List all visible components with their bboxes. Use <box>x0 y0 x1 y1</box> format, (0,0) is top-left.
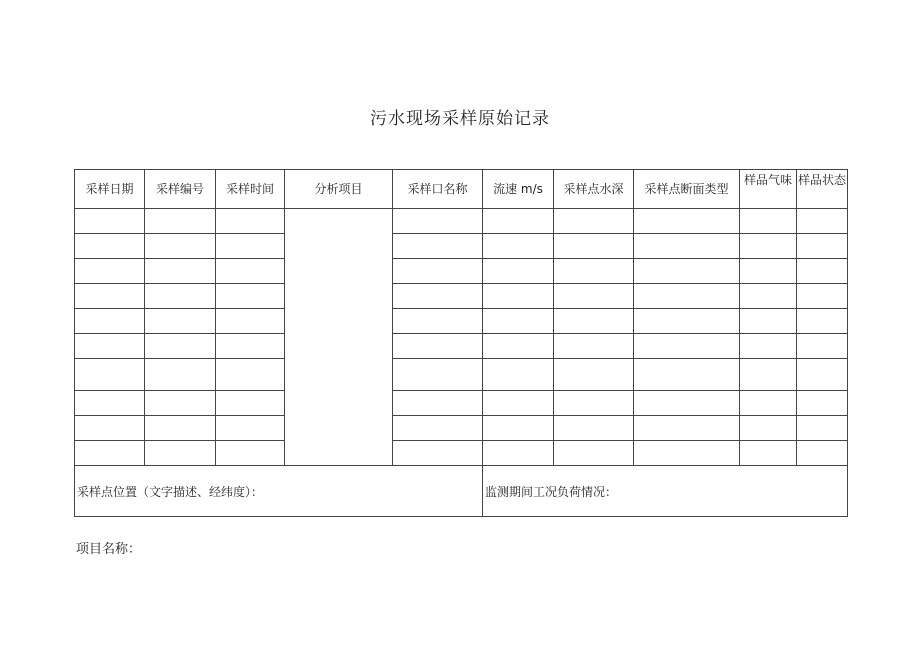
footer-row <box>75 466 848 517</box>
table-cell[interactable] <box>145 416 216 441</box>
project-name-label: 项目名称： <box>76 542 142 557</box>
table-cell[interactable] <box>216 234 285 259</box>
header-sample-odor: 样品气味 <box>740 170 797 209</box>
table-cell[interactable] <box>216 284 285 309</box>
table-cell[interactable] <box>216 359 285 391</box>
table-cell[interactable] <box>797 441 848 466</box>
table-cell[interactable] <box>145 209 216 234</box>
table-cell[interactable] <box>634 259 740 284</box>
table-cell[interactable] <box>740 359 797 391</box>
operating-load-field[interactable]: 监测期间工况负荷情况： <box>483 466 848 517</box>
table-row <box>75 391 848 416</box>
table-row <box>75 209 848 234</box>
table-cell[interactable] <box>216 416 285 441</box>
table-cell[interactable] <box>483 359 554 391</box>
table-cell[interactable] <box>797 359 848 391</box>
table-cell[interactable] <box>145 234 216 259</box>
table-cell[interactable] <box>797 234 848 259</box>
table-cell[interactable] <box>145 334 216 359</box>
table-cell[interactable] <box>634 416 740 441</box>
table-row <box>75 309 848 334</box>
table-cell[interactable] <box>483 391 554 416</box>
table-cell[interactable] <box>393 284 483 309</box>
header-flow-velocity: 流速 m/s <box>483 170 554 209</box>
table-cell[interactable] <box>634 234 740 259</box>
table-cell[interactable] <box>145 259 216 284</box>
table-cell[interactable] <box>216 334 285 359</box>
table-cell[interactable] <box>75 309 145 334</box>
header-outlet-name: 采样口名称 <box>393 170 483 209</box>
table-cell[interactable] <box>483 259 554 284</box>
table-cell[interactable] <box>634 284 740 309</box>
table-cell[interactable] <box>634 334 740 359</box>
table-cell[interactable] <box>483 234 554 259</box>
table-cell[interactable] <box>554 359 634 391</box>
table-cell[interactable] <box>634 359 740 391</box>
analysis-items-cell[interactable] <box>285 209 393 466</box>
table-row <box>75 416 848 441</box>
table-cell[interactable] <box>393 359 483 391</box>
table-cell[interactable] <box>75 391 145 416</box>
table-cell[interactable] <box>483 416 554 441</box>
table-cell[interactable] <box>554 284 634 309</box>
table-cell[interactable] <box>797 334 848 359</box>
header-sample-state: 样品状态 <box>797 170 848 209</box>
table-cell[interactable] <box>75 334 145 359</box>
table-cell[interactable] <box>554 441 634 466</box>
table-cell[interactable] <box>75 416 145 441</box>
header-row <box>75 170 848 209</box>
table-row <box>75 284 848 309</box>
table-row <box>75 359 848 391</box>
table-cell[interactable] <box>393 391 483 416</box>
header-sampling-date: 采样日期 <box>75 170 145 209</box>
header-analysis-items: 分析项目 <box>285 170 393 209</box>
table-cell[interactable] <box>216 441 285 466</box>
table-cell[interactable] <box>216 391 285 416</box>
sampling-record-table <box>74 169 848 517</box>
table-cell[interactable] <box>483 209 554 234</box>
table-cell[interactable] <box>554 209 634 234</box>
table-cell[interactable] <box>483 441 554 466</box>
table-cell[interactable] <box>145 309 216 334</box>
header-water-depth: 采样点水深 <box>554 170 634 209</box>
table-cell[interactable] <box>797 209 848 234</box>
table-cell[interactable] <box>797 391 848 416</box>
table-cell[interactable] <box>216 209 285 234</box>
table-cell[interactable] <box>797 416 848 441</box>
table-cell[interactable] <box>145 441 216 466</box>
table-cell[interactable] <box>393 441 483 466</box>
table-cell[interactable] <box>554 309 634 334</box>
table-cell[interactable] <box>145 284 216 309</box>
table-cell[interactable] <box>634 309 740 334</box>
table-cell[interactable] <box>740 284 797 309</box>
table-cell[interactable] <box>216 309 285 334</box>
table-cell[interactable] <box>75 209 145 234</box>
table-row <box>75 441 848 466</box>
table-cell[interactable] <box>145 359 216 391</box>
table-cell[interactable] <box>634 391 740 416</box>
table-cell[interactable] <box>740 234 797 259</box>
table-cell[interactable] <box>145 391 216 416</box>
table-cell[interactable] <box>75 284 145 309</box>
table-row <box>75 234 848 259</box>
table-cell[interactable] <box>740 309 797 334</box>
table-cell[interactable] <box>740 259 797 284</box>
table-cell[interactable] <box>554 334 634 359</box>
table-cell[interactable] <box>554 416 634 441</box>
table-cell[interactable] <box>483 284 554 309</box>
table-cell[interactable] <box>393 234 483 259</box>
table-cell[interactable] <box>554 234 634 259</box>
table-cell[interactable] <box>216 259 285 284</box>
table-cell[interactable] <box>75 359 145 391</box>
table-cell[interactable] <box>740 209 797 234</box>
table-cell[interactable] <box>393 416 483 441</box>
table-cell[interactable] <box>393 334 483 359</box>
table-cell[interactable] <box>634 209 740 234</box>
table-cell[interactable] <box>740 441 797 466</box>
table-cell[interactable] <box>740 334 797 359</box>
table-cell[interactable] <box>75 259 145 284</box>
table-cell[interactable] <box>554 391 634 416</box>
header-sampling-number: 采样编号 <box>145 170 216 209</box>
table-cell[interactable] <box>393 259 483 284</box>
table-cell[interactable] <box>797 259 848 284</box>
table-cell[interactable] <box>740 416 797 441</box>
table-cell[interactable] <box>393 309 483 334</box>
document-title: 污水现场采样原始记录 <box>370 109 550 129</box>
header-sampling-time: 采样时间 <box>216 170 285 209</box>
table-row <box>75 334 848 359</box>
header-section-type: 采样点断面类型 <box>634 170 740 209</box>
table-cell[interactable] <box>75 441 145 466</box>
table-cell[interactable] <box>393 209 483 234</box>
table-cell[interactable] <box>483 309 554 334</box>
sampling-location-field[interactable]: 采样点位置（文字描述、经纬度）： <box>75 466 483 517</box>
table-cell[interactable] <box>797 284 848 309</box>
table-row <box>75 259 848 284</box>
table-cell[interactable] <box>797 309 848 334</box>
table-cell[interactable] <box>483 334 554 359</box>
table-cell[interactable] <box>554 259 634 284</box>
table-cell[interactable] <box>740 391 797 416</box>
table-cell[interactable] <box>634 441 740 466</box>
table-cell[interactable] <box>75 234 145 259</box>
